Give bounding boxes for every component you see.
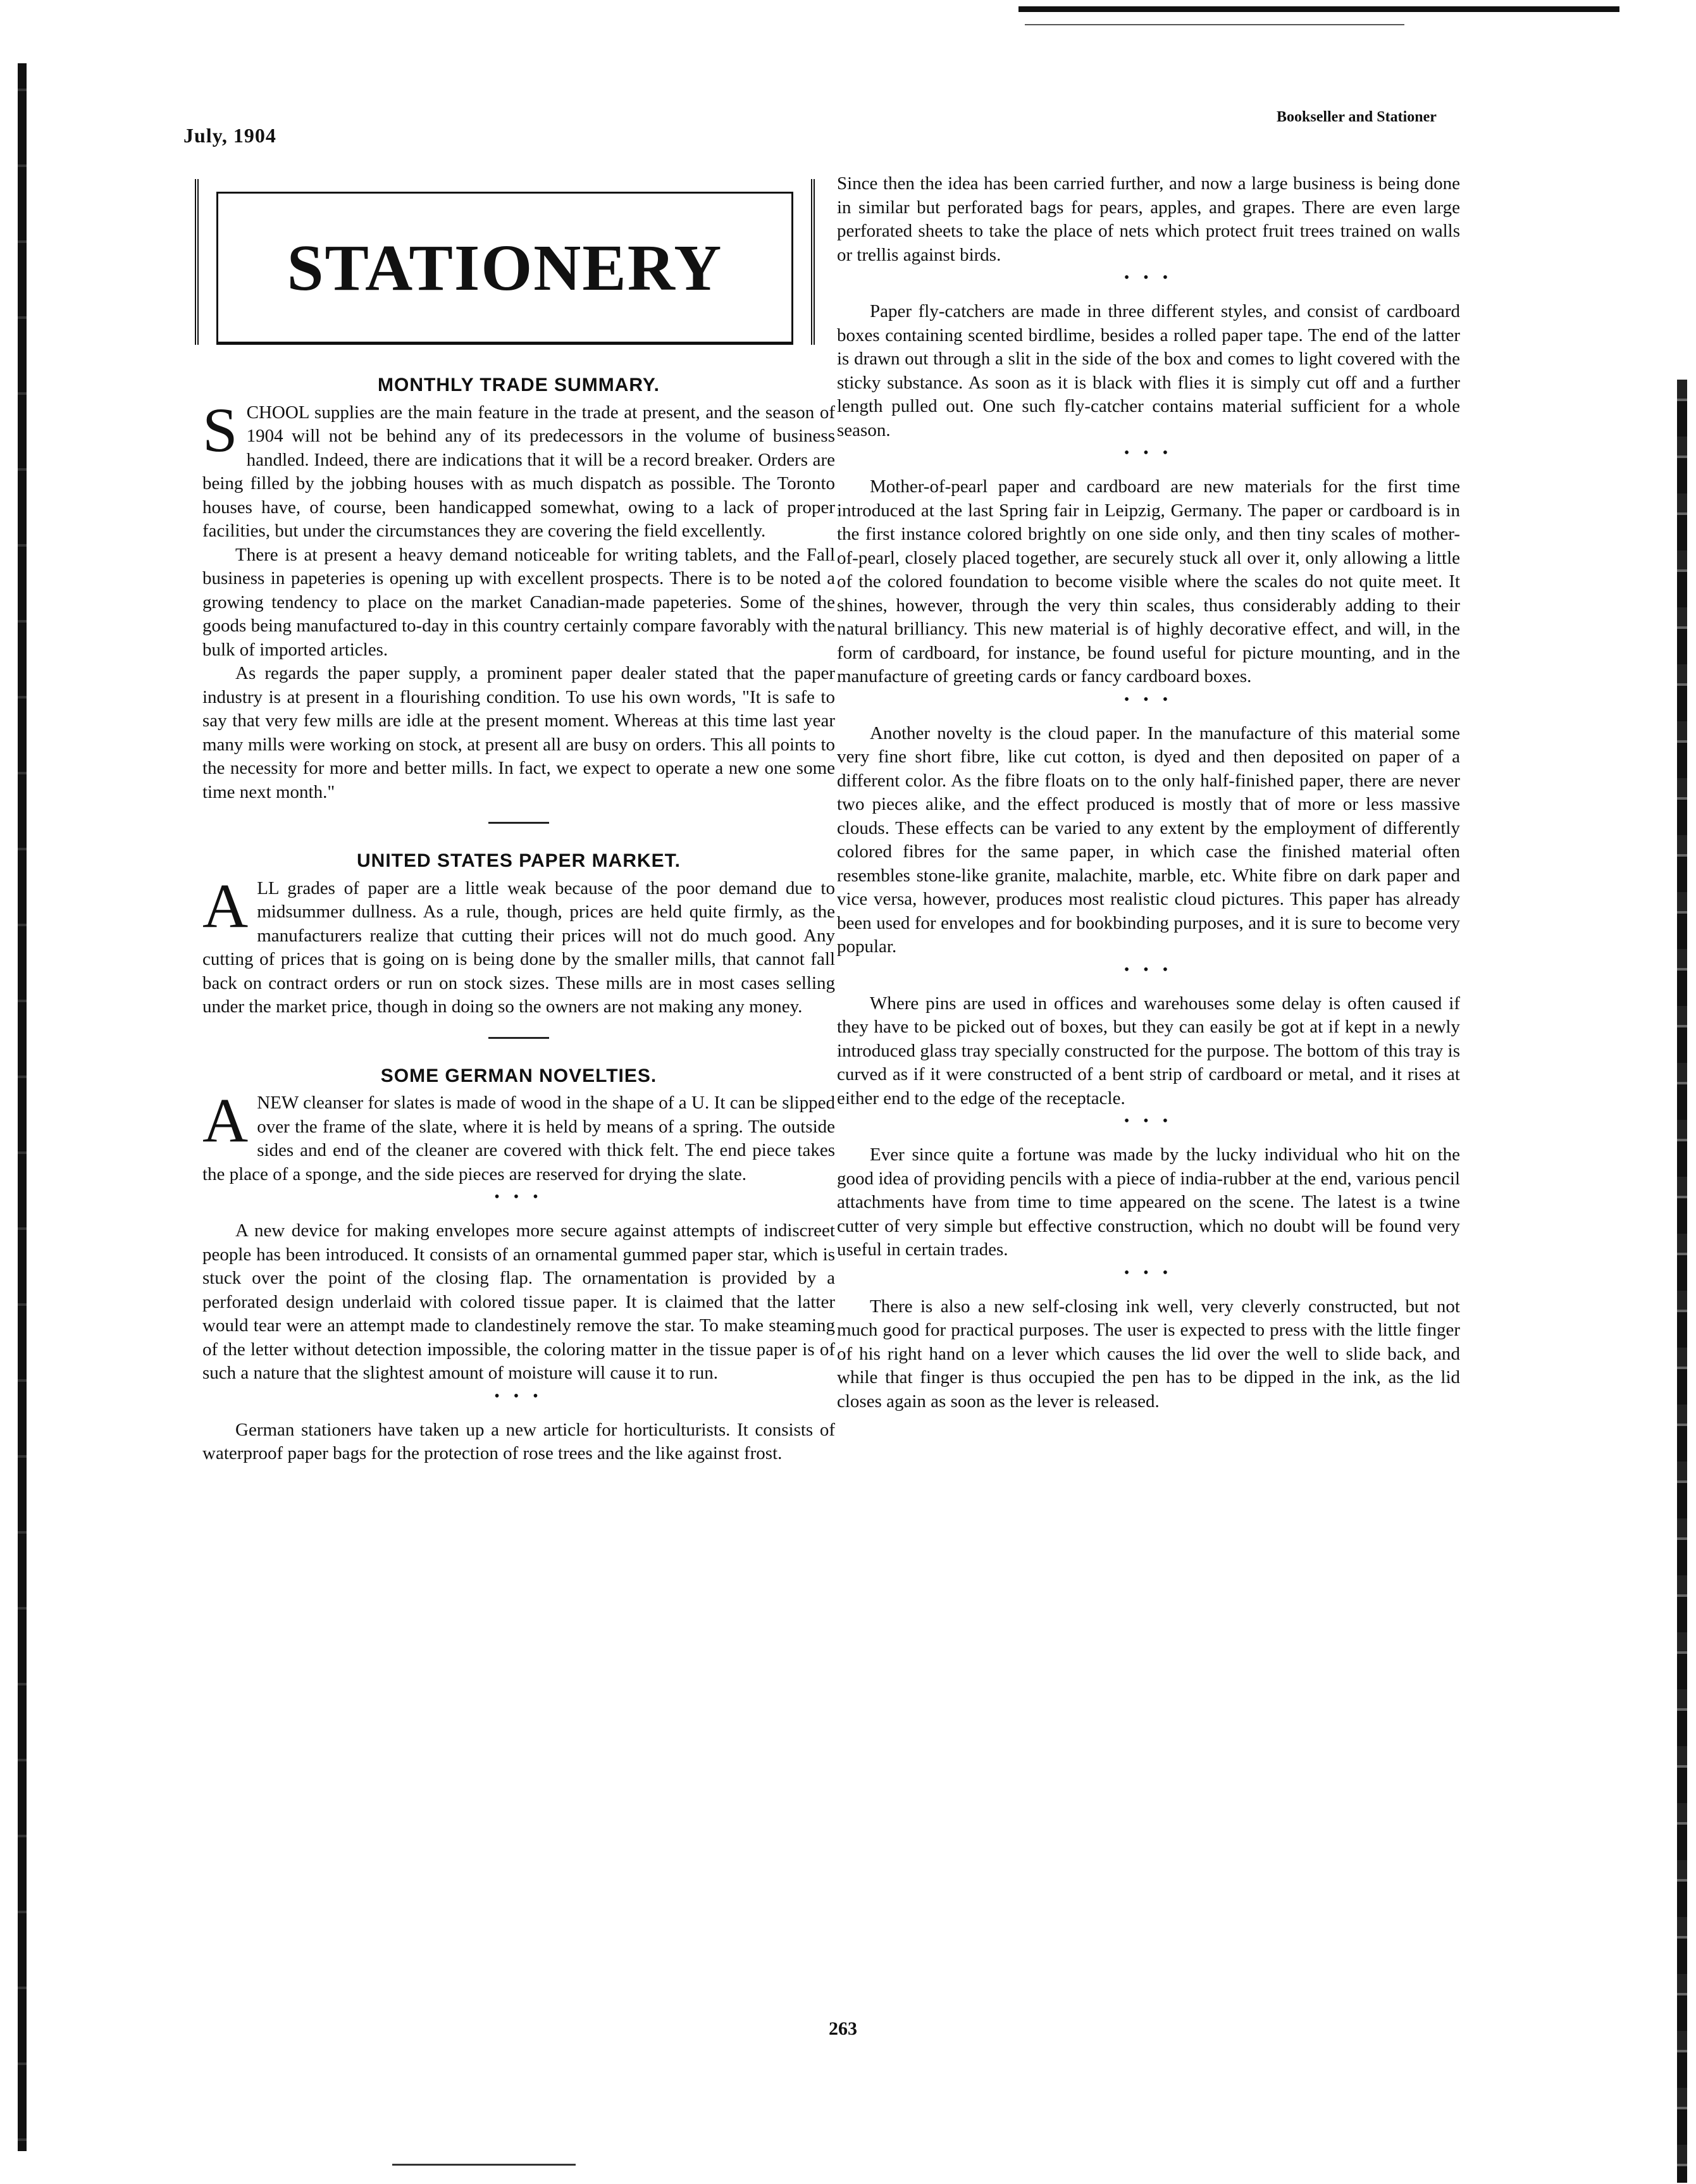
paragraph: Since then the idea has been carried further, and now a large business is being done in similar but perforated bags for pears, apples, and grapes. There are even large perforated sheets to take the place of nets which protect fruit trees trained on walls or trellis against birds. <box>837 173 1460 265</box>
paragraph: Paper fly-catchers are made in three different styles, and consist of cardboard boxes containing scented birdlime, besides a rolled paper tape. The end of the latter is drawn out through a slit in the side of the box and comes to light covered with the sticky substance. As soon as it is black with flies it is simply cut off and a further length pulled out. One such fly-catcher contains material sufficient for a whole season. <box>837 301 1460 440</box>
separator-dots: • • • <box>1123 1264 1173 1281</box>
paragraph: Ever since quite a fortune was made by the lucky individual who hit on the good idea of providing pencils with a piece of india-rubber at the end, various pencil attachments have from time to time appeared on the scene. The latest is a twine cutter of very simple but effective construction, which no doubt will be found very useful in certain trades. <box>837 1145 1460 1260</box>
scan-artifact-top <box>1018 6 1619 12</box>
page-number: 263 <box>829 2018 857 2039</box>
paragraph: Where pins are used in offices and warehouses some delay is often caused if they have to be picked out of boxes, but they can easily be got at if kept in a newly introduced glass tray specially constructed for the purpose. The bottom of this tray is curved as if it were constructed of a bent strip of cardboard or metal, and it rises at either end to the edge of the receptacle. <box>837 993 1460 1108</box>
scan-artifact-top-thin <box>1025 24 1404 25</box>
paragraph <box>202 870 835 1019</box>
paragraph <box>202 1085 835 1186</box>
page-title: STATIONERY <box>287 231 723 304</box>
section-divider <box>488 1037 549 1039</box>
paragraph: Mother-of-pearl paper and cardboard are new materials for the first time introduced at the last Spring fair in Leipzig, Germany. The paper or cardboard is in the first instance colored brightly on one side only, and then tiny scales of mother-of-pearl, closely placed together, are securely stuck all over it, only allowing a little of the colored foundation to become visible where the scales do not quite meet. It shines, however, through the very thin scales, thus considerably adding to their natural brilliancy. This new material is of highly decorative effect, and will, in the form of cardboard, for instance, be found useful for picture mounting, and in the manufacture of greeting cards or fancy cardboard boxes. <box>837 476 1460 686</box>
paragraph <box>202 394 835 543</box>
paragraph-text: CHOOL supplies are the main feature in the trade at present, and the season of 1904 will not be behind any of its predecessors in the volume of business handled. Indeed, there are indications that it will be a record breaker. Orders are being filled by the jobbing houses with as much dispatch as possible. The Toronto houses have, of course, been handicapped somewhat, owing to a lack of proper facilities, but under the circumstances they are covering the field excellently. <box>202 402 835 541</box>
scan-artifact-bottom <box>392 2164 576 2166</box>
title-frame <box>195 179 815 345</box>
section-divider <box>488 822 549 824</box>
dropcap: S <box>202 394 238 465</box>
paragraph: Another novelty is the cloud paper. In the manufacture of this material some very fine short fibre, like cut cotton, is dyed and then deposited on paper of a different color. As the fibre floats on to the only half-finished paper, there are never two pieces alike, and the effect produced is mostly that of more or less massive clouds. These effects can be varied to any extent by the employment of differently colored fibres for the same paper, in which case the finished material often resembles stone-like granite, malachite, marble, etc. White fibre on dark paper and vice versa, however, produces most realistic cloud pictures. This paper has already been used for envelopes and for bookbinding purposes, and it is sure to become very popular. <box>837 723 1460 957</box>
scan-edge-right <box>1677 380 1687 2183</box>
left-column <box>202 373 835 1466</box>
separator-dots: • • • <box>494 1189 543 1205</box>
paragraph: There is at present a heavy demand noticeable for writing tablets, and the Fall business in papeteries is opening up with excellent prospects. There is to be noted a growing tendency to place on the market Canadian-made papeteries. Some of the goods being manufactured to-day in this country certainly compare favorably with the bulk of imported articles. <box>202 544 835 660</box>
separator-dots: • • • <box>1123 691 1173 708</box>
dropcap: A <box>202 870 249 941</box>
right-column <box>837 172 1460 1413</box>
section-heading-german: SOME GERMAN NOVELTIES. <box>380 1065 657 1086</box>
separator-dots: • • • <box>494 1387 543 1405</box>
issue-date: July, 1904 <box>183 124 276 147</box>
separator-dots: • • • <box>1123 445 1173 461</box>
separator-dots: • • • <box>1123 1113 1173 1129</box>
title-inner-box <box>216 192 793 345</box>
dropcap: A <box>202 1085 249 1155</box>
separator-dots: • • • <box>1123 270 1173 286</box>
paragraph: As regards the paper supply, a prominent paper dealer stated that the paper industry is at present in a flourishing condition. To use his own words, "It is safe to say that very few mills are idle at the present moment. Whereas at this time last year many mills were working on stock, at present all are busy on orders. This all points to the necessity for more and better mills. In fact, we expect to operate a new one some time next month." <box>202 663 835 802</box>
paragraph-text: LL grades of paper are a little weak because of the poor demand due to midsummer dullness. As a rule, though, prices are held quite firmly, as the manufacturers realize that cutting their prices will not do much good. Any cutting of prices that is going on is being done by the smaller mills, that cannot fall back on contract orders or run on stock sizes. These mills are in most cases selling under the market price, though in doing so the owners are not making any money. <box>202 878 835 1017</box>
paragraph: There is also a new self-closing ink well, very cleverly constructed, but not much good for practical purposes. The user is expected to press with the little finger of his right hand on a lever which causes the lid over the well to slide back, and while that finger is thus occupied the pen has to be dipped in the ink, as the lid closes again as soon as the lever is released. <box>837 1296 1460 1412</box>
publication-name: Bookseller and Stationer <box>1277 109 1437 125</box>
separator-dots: • • • <box>1123 961 1173 978</box>
paragraph: German stationers have taken up a new article for horticulturists. It consists of waterproof paper bags for the protection of rose trees and the like against frost. <box>202 1419 835 1463</box>
paragraph-text: NEW cleanser for slates is made of wood in the shape of a U. It can be slipped over the frame of the slate, where it is held by means of a spring. The outside sides and end of the cleaner are covered with thick felt. The end piece takes the place of a sponge, and the side pieces are reserved for drying the slate. <box>202 1093 835 1184</box>
paragraph: A new device for making envelopes more secure against attempts of indiscreet people has been introduced. It consists of an ornamental gummed paper star, which is stuck over the point of the closing flap. The ornamentation is provided by a perforated design underlaid with colored tissue paper. It is claimed that the latter would tear were an attempt made to clandestinely remove the star. To make steaming of the letter without detection impossible, the coloring matter in the tissue paper is of such a nature that the slightest amount of moisture will cause it to run. <box>202 1220 835 1383</box>
section-heading-us-market: UNITED STATES PAPER MARKET. <box>356 850 681 871</box>
scan-edge-left <box>18 63 27 2151</box>
section-heading-monthly: MONTHLY TRADE SUMMARY. <box>378 375 660 395</box>
